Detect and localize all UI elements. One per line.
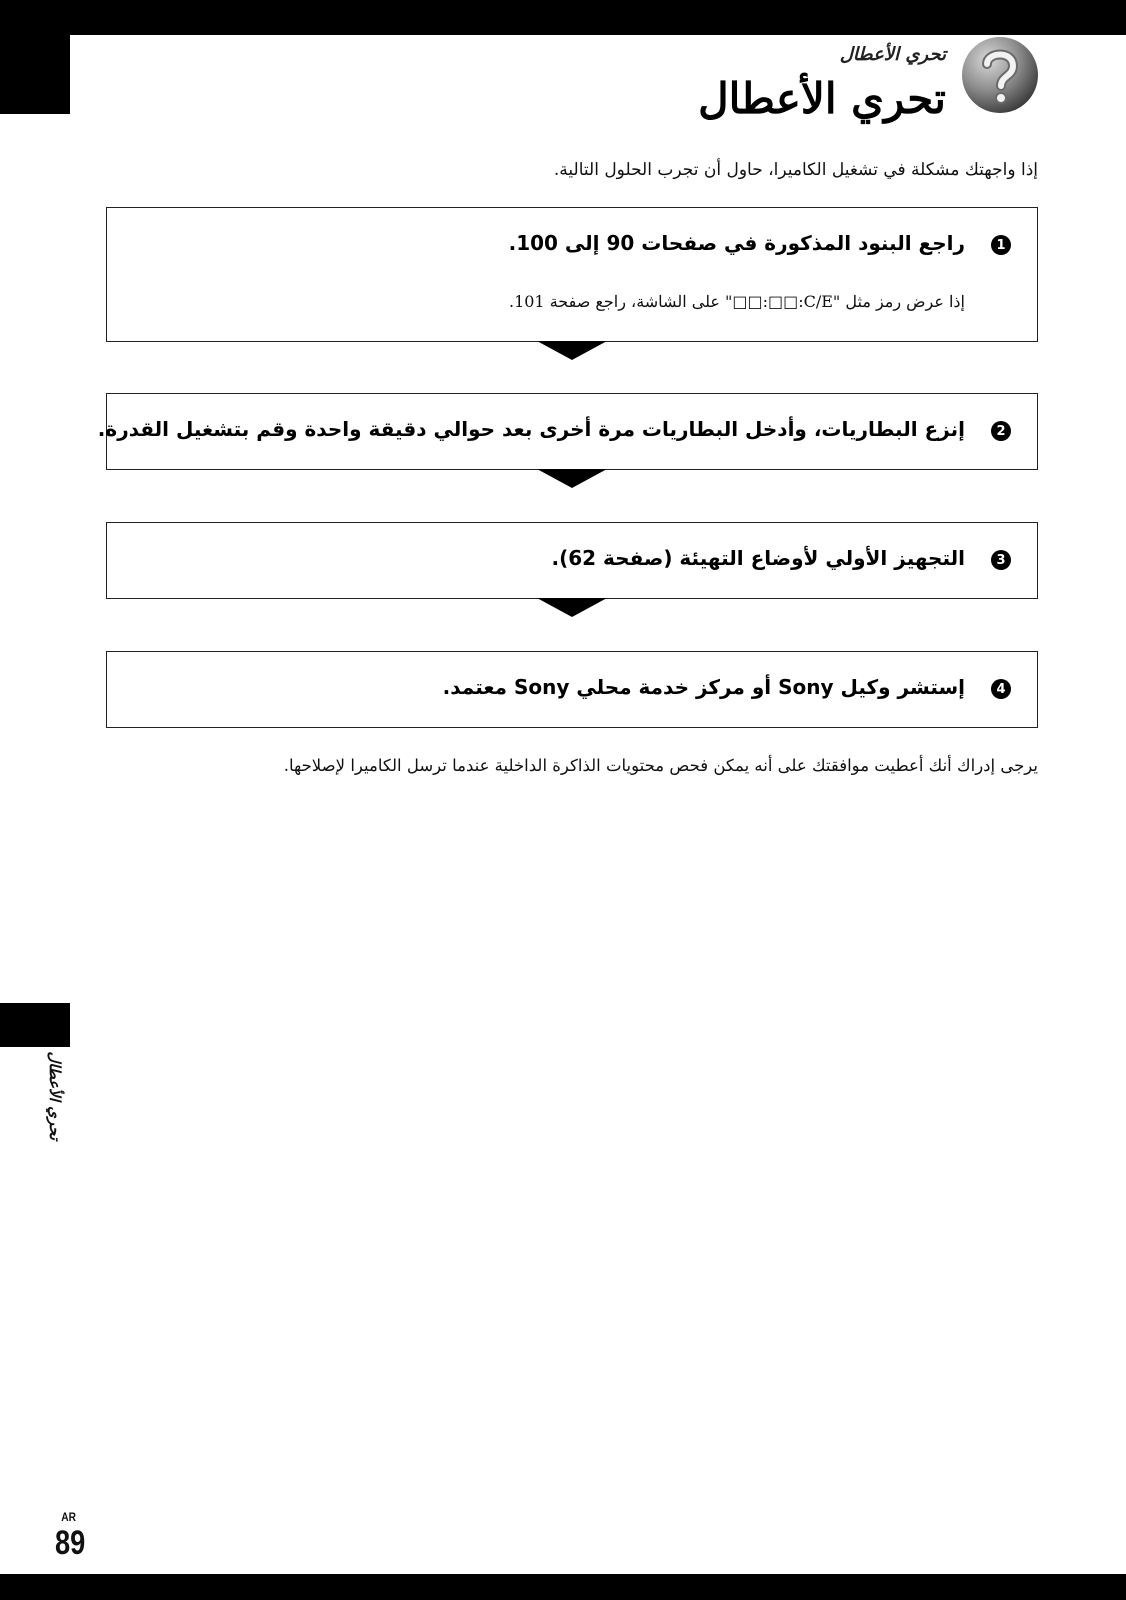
page-title: تحري الأعطال — [698, 74, 946, 123]
flow-arrow — [537, 598, 607, 617]
language-code: AR — [61, 1510, 77, 1524]
section-label: تحري الأعطال — [839, 44, 946, 65]
question-mark-icon — [961, 36, 1039, 114]
side-tab-block — [0, 1003, 70, 1047]
top-bar — [0, 0, 1126, 35]
step-heading-3: التجهيز الأولي لأوضاع التهيئة (صفحة 62). — [551, 546, 965, 570]
side-tab-label: تحري الأعطال — [46, 1051, 64, 1140]
step-box-1 — [106, 207, 1038, 342]
note-text: يرجى إدراك أنك أعطيت موافقتك على أنه يمكن فحص محتويات الذاكرة الداخلية عندما ترسل الكاميرا لإصلاحها. — [283, 756, 1038, 775]
flow-arrow — [537, 341, 607, 360]
step-box-4 — [106, 651, 1038, 728]
step-box-3 — [106, 522, 1038, 599]
step-number-4: 4 — [991, 679, 1011, 699]
step-detail-1: إذا عرض رمز مثل "C/E:□□:□□" على الشاشة، راجع صفحة 101. — [508, 292, 965, 311]
step-number-1: 1 — [991, 235, 1011, 255]
step-box-2 — [97, 393, 1038, 470]
intro-text: إذا واجهتك مشكلة في تشغيل الكاميرا، حاول أن تجرب الحلول التالية. — [553, 160, 1038, 180]
step-heading-2: إنزع البطاريات، وأدخل البطاريات مرة أخرى بعد حوالي دقيقة واحدة وقم بتشغيل القدرة. — [97, 417, 965, 441]
step-number-3: 3 — [991, 550, 1011, 570]
step-heading-1: راجع البنود المذكورة في صفحات 90 إلى 100. — [508, 231, 965, 255]
bottom-bar — [0, 1574, 1126, 1600]
page-number: 89 — [55, 1524, 86, 1562]
flow-arrow — [537, 469, 607, 488]
step-number-2: 2 — [991, 421, 1011, 441]
step-heading-4: إستشر وكيل Sony أو مركز خدمة محلي Sony معتمد. — [442, 675, 965, 699]
corner-block — [0, 0, 70, 114]
